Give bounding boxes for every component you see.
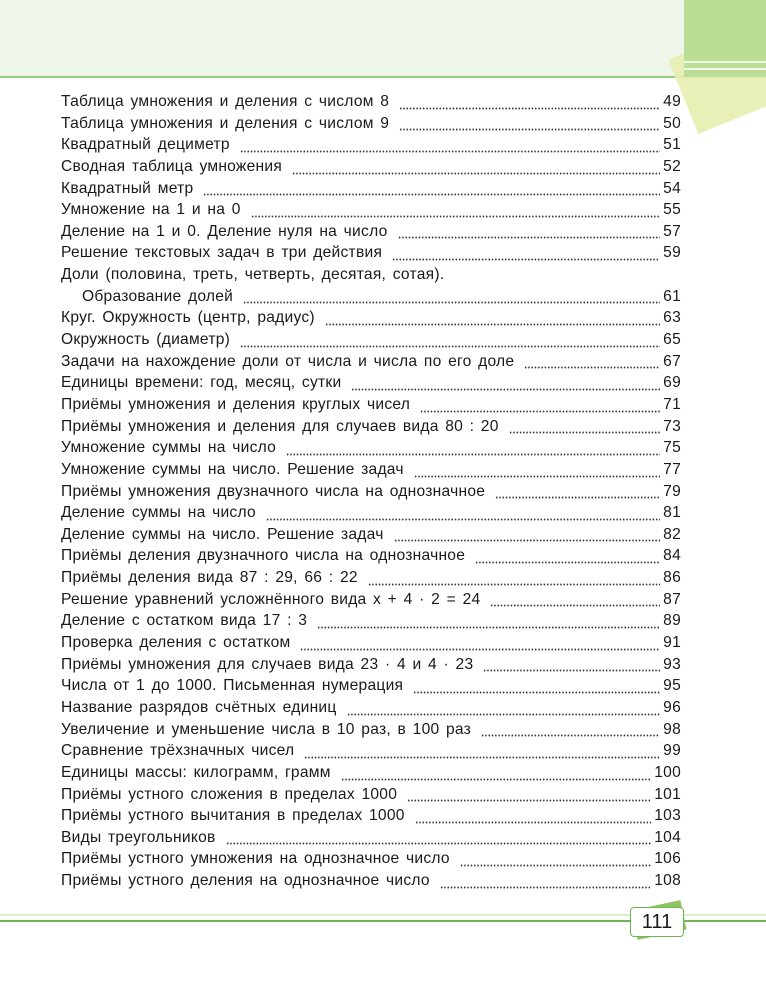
- toc-entry: [61, 742, 681, 764]
- toc-entry: [61, 721, 681, 743]
- toc-entry-title: Числа от 1 до 1000. Письменная нумерация: [61, 677, 404, 695]
- toc-entry-title: Квадратный дециметр: [61, 136, 230, 154]
- toc-entry-title: Круг. Окружность (центр, радиус): [61, 309, 315, 327]
- toc-entry: [61, 677, 681, 699]
- toc-entry-page: 96: [663, 698, 681, 716]
- toc-entry: [61, 266, 681, 288]
- toc-entry-title: Приёмы умножения для случаев вида 23 · 4 и 4 · 23: [61, 655, 474, 673]
- toc-entry-page: 73: [663, 417, 681, 435]
- dot-leader: [414, 475, 660, 478]
- dot-leader: [394, 539, 661, 542]
- toc-entry-page: 57: [663, 222, 681, 240]
- decorative-green-block: [684, 0, 766, 77]
- toc-entry-page: 108: [654, 872, 681, 890]
- toc-entry-page: 81: [663, 504, 681, 522]
- dot-leader: [203, 193, 660, 196]
- toc-entry: [61, 158, 681, 180]
- header-band: [0, 0, 766, 78]
- toc-entry-title: Умножение на 1 и на 0: [61, 201, 241, 219]
- toc-entry-page: 67: [663, 352, 681, 370]
- toc-entry-page: 52: [663, 157, 681, 175]
- toc-entry-title: Решение текстовых задач в три действия: [61, 244, 383, 262]
- toc-entry-title: Квадратный метр: [61, 179, 194, 197]
- toc-entry-page: 82: [663, 525, 681, 543]
- toc-entry-title: Умножение суммы на число. Решение задач: [61, 460, 404, 478]
- toc-entry-page: 55: [663, 201, 681, 219]
- toc-entry-page: 61: [663, 287, 681, 305]
- toc-entry-title: Деление суммы на число: [61, 504, 256, 522]
- dot-leader: [341, 778, 652, 781]
- toc-entry-title: Задачи на нахождение доли от числа и числа по его доле: [61, 352, 515, 370]
- toc-entry-title: Таблица умножения и деления с числом 8: [61, 93, 390, 110]
- toc-entry-title: Окружность (диаметр): [61, 331, 231, 349]
- dot-leader: [440, 886, 651, 889]
- toc-entry-title: Виды треугольников: [61, 828, 216, 846]
- dot-leader: [495, 496, 660, 499]
- toc-entry: [61, 331, 681, 353]
- dot-leader: [286, 453, 660, 456]
- toc-entry-title: Деление на 1 и 0. Деление нуля на число: [61, 222, 388, 240]
- toc-entry-page: 59: [663, 244, 681, 262]
- toc-entry: [61, 136, 681, 158]
- toc-entry-title: Приёмы умножения двузначного числа на однозначное: [61, 482, 486, 500]
- toc-entry: [61, 699, 681, 721]
- dot-leader: [347, 713, 661, 716]
- toc-entry: [61, 547, 681, 569]
- dot-leader: [368, 583, 660, 586]
- dot-leader: [317, 626, 660, 629]
- toc-entry-page: 103: [654, 807, 681, 825]
- toc-entry: [61, 461, 681, 483]
- toc-entry-title: Приёмы умножения и деления для случаев вида 80 : 20: [61, 417, 499, 435]
- toc-entry-title: Приёмы деления двузначного числа на однозначное: [61, 547, 466, 565]
- toc-entry: [61, 93, 681, 115]
- toc-entry-page: 106: [654, 850, 681, 868]
- dot-leader: [483, 669, 660, 672]
- toc-entry-title: Умножение суммы на число: [61, 439, 277, 457]
- dot-leader: [399, 128, 660, 131]
- toc-entry: [61, 807, 681, 829]
- toc-entry-page: 79: [663, 482, 681, 500]
- toc-entry: [61, 418, 681, 440]
- toc-entry-title: Приёмы деления вида 87 : 29, 66 : 22: [61, 569, 358, 587]
- toc-entry-page: 71: [663, 395, 681, 413]
- dot-leader: [292, 172, 660, 175]
- toc-entry-title: Образование долей: [82, 287, 234, 305]
- toc-entry-page: 101: [654, 785, 681, 803]
- dot-leader: [413, 691, 660, 694]
- toc-entry-page: 86: [663, 569, 681, 587]
- dot-leader: [509, 431, 661, 434]
- dot-leader: [304, 756, 660, 759]
- dot-leader: [490, 604, 660, 607]
- toc-entry-title: Деление суммы на число. Решение задач: [61, 525, 384, 543]
- toc-entry: [61, 115, 681, 137]
- dot-leader: [240, 150, 660, 153]
- page-number: 111: [630, 907, 684, 937]
- dot-leader: [325, 323, 660, 326]
- toc-entry-page: 54: [663, 179, 681, 197]
- toc-entry-page: 50: [663, 114, 681, 132]
- dot-leader: [524, 366, 660, 369]
- toc-entry: [61, 223, 681, 245]
- toc-entry-page: 100: [654, 763, 681, 781]
- toc-entry-title: Увеличение и уменьшение числа в 10 раз, в 100 раз: [61, 720, 472, 738]
- toc-entry: [61, 786, 681, 808]
- toc-entry-title: Таблица умножения и деления с числом 9: [61, 114, 390, 132]
- dot-leader: [351, 388, 660, 391]
- dot-leader: [407, 799, 651, 802]
- toc-entry: [61, 591, 681, 613]
- dot-leader: [392, 258, 660, 261]
- toc-entry: [61, 829, 681, 851]
- dot-leader: [226, 842, 652, 845]
- dot-leader: [420, 410, 660, 413]
- toc-entry-title: Название разрядов счётных единиц: [61, 698, 337, 716]
- dot-leader: [481, 734, 660, 737]
- toc-entry: [61, 634, 681, 656]
- toc-entry: [61, 483, 681, 505]
- toc-entry-title: Приёмы устного умножения на однозначное число: [61, 850, 450, 868]
- toc-entry-title: Решение уравнений усложнённого вида x + 4 · 2 = 24: [61, 590, 481, 608]
- toc-entry: [61, 374, 681, 396]
- toc-entry: [61, 201, 681, 223]
- toc-entry-title: Единицы массы: килограмм, грамм: [61, 763, 331, 781]
- toc-entry-title: Деление с остатком вида 17 : 3: [61, 612, 308, 630]
- toc-entry-page: 91: [663, 634, 681, 652]
- dot-leader: [415, 821, 652, 824]
- dot-leader: [266, 518, 660, 521]
- toc-entry-page: 95: [663, 677, 681, 695]
- toc-entry: [61, 569, 681, 591]
- dot-leader: [300, 648, 660, 651]
- toc-entry: [61, 288, 681, 310]
- toc-entry-page: 51: [663, 136, 681, 154]
- toc-entry-title: Приёмы умножения и деления круглых чисел: [61, 395, 411, 413]
- toc-entry: [61, 526, 681, 548]
- dot-leader: [251, 215, 660, 218]
- toc-entry-page: 104: [654, 828, 681, 846]
- toc-entry: [61, 353, 681, 375]
- toc-entry: [61, 309, 681, 331]
- toc-entry: [61, 656, 681, 678]
- toc-entry-page: 77: [663, 460, 681, 478]
- toc-entry-title: Сравнение трёхзначных чисел: [61, 742, 295, 760]
- dot-leader: [240, 345, 660, 348]
- toc-entry-page: 87: [663, 590, 681, 608]
- toc-entry-title: Доли (половина, треть, четверть, десятая, сотая).: [61, 266, 445, 284]
- toc-entry-title: Сводная таблица умножения: [61, 157, 283, 175]
- toc-entry: [61, 439, 681, 461]
- toc-entry-title: Приёмы устного деления на однозначное число: [61, 872, 430, 890]
- dot-leader: [460, 864, 651, 867]
- toc-entry: [61, 612, 681, 634]
- toc-entry-page: 63: [663, 309, 681, 327]
- toc-entry: [61, 244, 681, 266]
- dot-leader: [399, 107, 660, 110]
- dot-leader: [475, 561, 660, 564]
- dot-leader: [243, 301, 660, 304]
- toc-entry-page: 98: [663, 720, 681, 738]
- toc-entry: [61, 764, 681, 786]
- toc-entry-page: 69: [663, 374, 681, 392]
- toc-entry-page: 89: [663, 612, 681, 630]
- table-of-contents: [61, 93, 681, 894]
- toc-entry-page: 49: [663, 93, 681, 110]
- toc-entry: [61, 180, 681, 202]
- toc-entry-page: 65: [663, 331, 681, 349]
- toc-entry: [61, 850, 681, 872]
- toc-entry-title: Приёмы устного сложения в пределах 1000: [61, 785, 398, 803]
- toc-entry-title: Проверка деления с остатком: [61, 634, 291, 652]
- toc-entry-page: 99: [663, 742, 681, 760]
- toc-entry-title: Приёмы устного вычитания в пределах 1000: [61, 807, 405, 825]
- toc-entry-page: 75: [663, 439, 681, 457]
- dot-leader: [398, 236, 661, 239]
- toc-entry: [61, 504, 681, 526]
- toc-entry: [61, 872, 681, 894]
- toc-entry-title: Единицы времени: год, месяц, сутки: [61, 374, 342, 392]
- toc-entry: [61, 396, 681, 418]
- toc-entry-page: 84: [663, 547, 681, 565]
- toc-entry-page: 93: [663, 655, 681, 673]
